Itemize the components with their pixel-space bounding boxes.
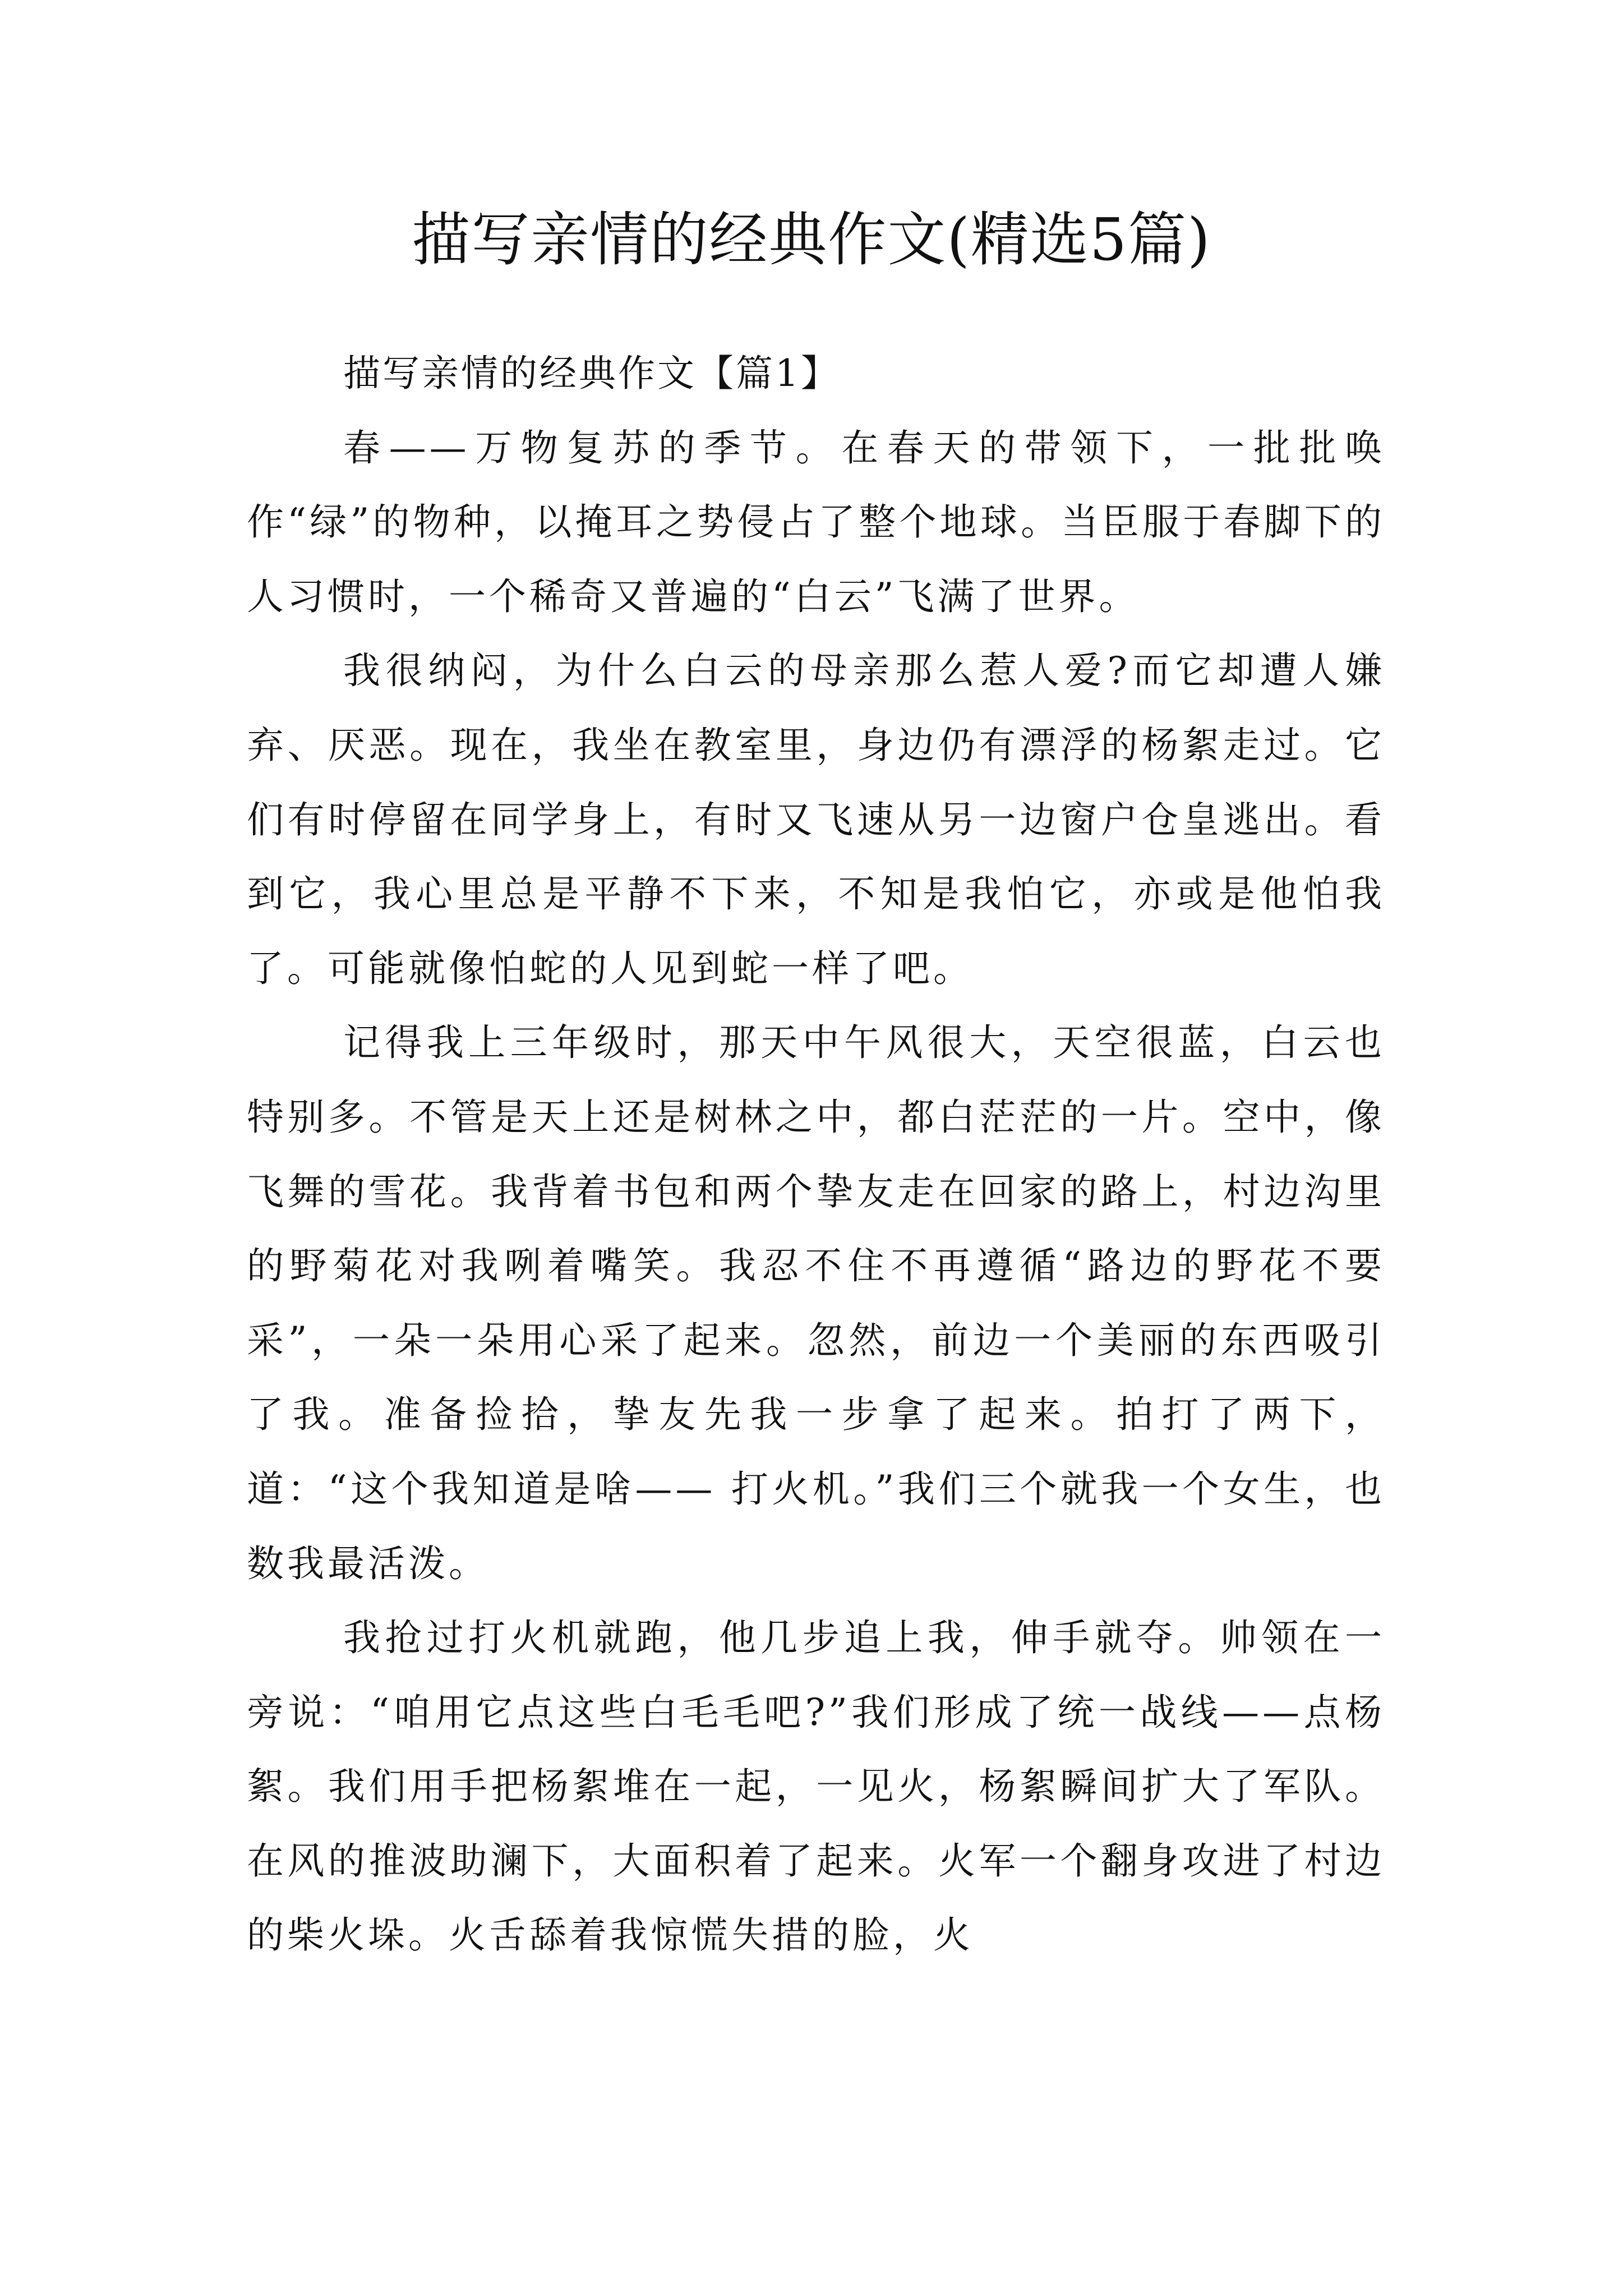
section-heading: 描写亲情的经典作文【篇1】 xyxy=(343,352,840,395)
paragraph-1: 春——万物复苏的季节。在春天的带领下，一批批唤作“绿”的物种，以掩耳之势侵占了整个地球。当臣服于春脚下的人习惯时，一个稀奇又普遍的“白云”飞满了世界。 xyxy=(247,426,1385,618)
document-title: 描写亲情的经典作文(精选5篇) xyxy=(412,205,1211,274)
paragraph-2: 我很纳闷，为什么白云的母亲那么惹人爱?而它却遭人嫌弃、厌恶。现在，我坐在教室里，身边仍有漂浮的杨絮走过。它们有时停留在同学身上，有时又飞速从另一边窗户仓皇逃出。看到它，我心里总是平静不下来，不知是我怕它，亦或是他怕我了。可能就像怕蛇的人见到蛇一样了吧。 xyxy=(247,649,1385,990)
document-body xyxy=(247,337,1385,1973)
paragraph-3: 记得我上三年级时，那天中午风很大，天空很蓝，白云也特别多。不管是天上还是树林之中，都白茫茫的一片。空中，像飞舞的雪花。我背着书包和两个挚友走在回家的路上，村边沟里的野菊花对我咧着嘴笑。我忍不住不再遵循“路边的野花不要采”，一朵一朵用心采了起来。忽然，前边一个美丽的东西吸引了我。准备捡拾，挚友先我一步拿了起来。拍打了两下，道：“这个我知道是啥—— 打火机。”我们三个就我一个女生，也数我最活泼。 xyxy=(247,1021,1385,1585)
paragraph-4: 我抢过打火机就跑，他几步追上我，伸手就夺。帅领在一旁说：“咱用它点这些白毛毛吧?”我们形成了统一战线——点杨絮。我们用手把杨絮堆在一起，一见火，杨絮瞬间扩大了军队。在风的推波助澜下，大面积着了起来。火军一个翻身攻进了村边的柴火垛。火舌舔着我惊慌失措的脸，火 xyxy=(247,1616,1385,1957)
